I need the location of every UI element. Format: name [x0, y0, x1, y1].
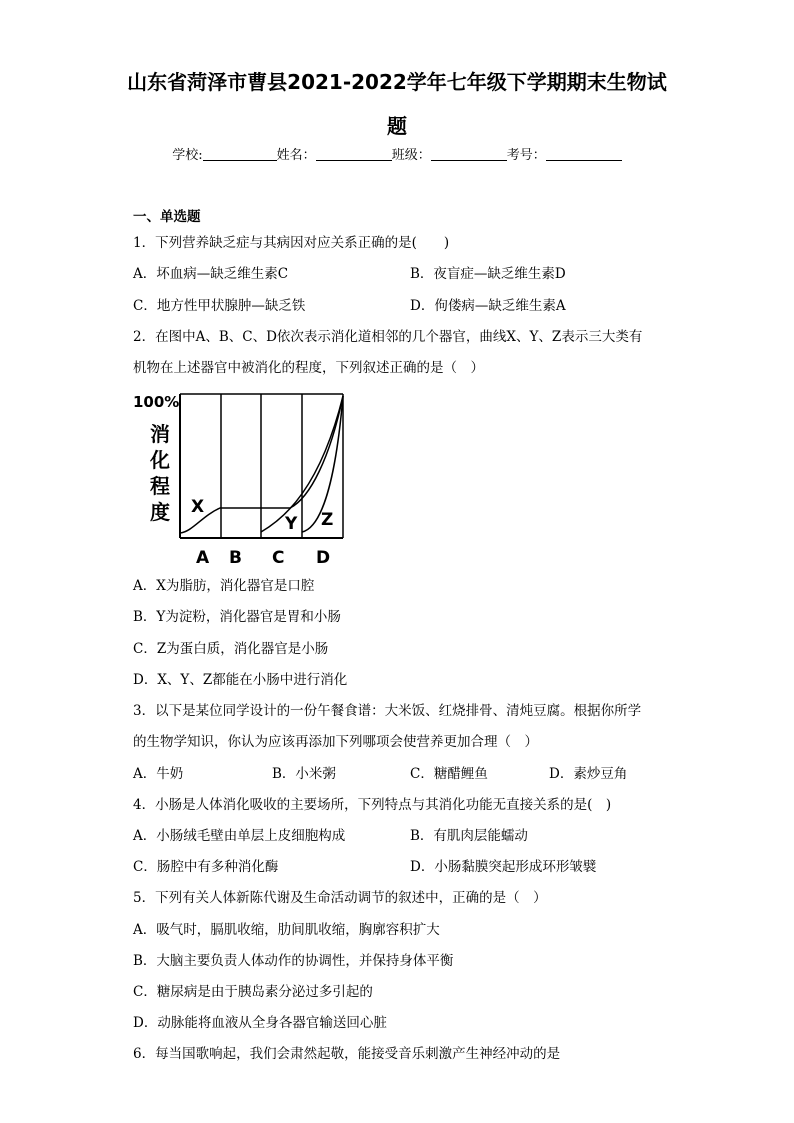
q5-option-a: A．吸气时，膈肌收缩，肋间肌收缩，胸廓容积扩大: [133, 922, 440, 938]
q3-stem-line2: 的生物学知识，你认为应该再添加下列哪项会使营养更加合理（ ）: [133, 734, 538, 750]
q1-option-d: D．佝偻病—缺乏维生素A: [410, 298, 566, 314]
q4-stem: 4．小肠是人体消化吸收的主要场所，下列特点与其消化功能无直接关系的是( ): [133, 797, 612, 813]
organ-label-c: C: [272, 548, 285, 568]
digestion-figure: [130, 388, 350, 570]
q1-option-c: C．地方性甲状腺肿—缺乏铁: [133, 298, 306, 314]
q3-option-d: D．素炒豆角: [549, 766, 628, 782]
organ-label-a: A: [196, 548, 210, 568]
q5-option-b: B．大脑主要负责人体动作的协调性，并保持身体平衡: [133, 953, 454, 969]
page-title-line1: 山东省菏泽市曹县2021-2022学年七年级下学期期末生物试: [127, 70, 667, 94]
curve-label-y: Y: [285, 514, 298, 534]
page-title-line2: 题: [387, 114, 407, 138]
class-label: 班级：: [391, 148, 431, 163]
q4-option-b: B．有肌肉层能蠕动: [410, 828, 528, 844]
q3-stem-line1: 3．以下是某位同学设计的一份午餐食谱：大米饭、红烧排骨、清炖豆腐。根据你所学: [133, 703, 642, 719]
y-label-char-3: 程: [150, 474, 170, 498]
y-label-char-1: 消: [150, 422, 170, 446]
q4-option-a: A．小肠绒毛壁由单层上皮细胞构成: [133, 828, 346, 844]
student-info-row: [0, 144, 794, 163]
q2-stem-line1: 2．在图中A、B、C、D依次表示消化道相邻的几个器官，曲线X、Y、Z表示三大类有: [133, 329, 643, 345]
q4-option-d: D．小肠黏膜突起形成环形皱襞: [410, 859, 597, 875]
section-heading: 一、单选题: [133, 209, 201, 225]
organ-label-d: D: [316, 548, 331, 568]
name-blank: [316, 146, 392, 161]
school-label: 学校:: [172, 148, 203, 163]
q3-option-b: B．小米粥: [272, 766, 336, 782]
organ-label-b: B: [229, 548, 242, 568]
q6-stem: 6．每当国歌响起，我们会肃然起敬，能接受音乐刺激产生神经冲动的是: [133, 1046, 561, 1062]
q3-option-c: C．糖醋鲤鱼: [410, 766, 488, 782]
q1-stem: 1．下列营养缺乏症与其病因对应关系正确的是( ): [133, 235, 450, 251]
exam-no-label: 考号：: [506, 148, 546, 163]
q1-option-a: A．坏血病—缺乏维生素C: [133, 266, 289, 282]
y-label-char-2: 化: [150, 448, 170, 472]
q2-option-b: B．Y为淀粉，消化器官是胃和小肠: [133, 609, 341, 625]
q2-option-c: C．Z为蛋白质，消化器官是小肠: [133, 641, 329, 657]
q5-option-c: C．糖尿病是由于胰岛素分泌过多引起的: [133, 984, 373, 1000]
exam-no-blank: [546, 146, 622, 161]
q1-option-b: B．夜盲症—缺乏维生素D: [410, 266, 566, 282]
q5-option-d: D．动脉能将血液从全身各器官输送回心脏: [133, 1015, 387, 1031]
q2-option-d: D．X、Y、Z都能在小肠中进行消化: [133, 672, 348, 688]
q4-option-c: C．肠腔中有多种消化酶: [133, 859, 279, 875]
q2-option-a: A．X为脂肪，消化器官是口腔: [133, 578, 315, 594]
q3-option-a: A．牛奶: [133, 766, 184, 782]
q2-stem-line2: 机物在上述器官中被消化的程度，下列叙述正确的是（ ）: [133, 360, 484, 376]
curve-label-z: Z: [321, 510, 334, 530]
school-blank: [203, 146, 277, 161]
name-label: 姓名：: [276, 148, 316, 163]
curve-label-x: X: [191, 497, 205, 517]
class-blank: [431, 146, 507, 161]
q5-stem: 5．下列有关人体新陈代谢及生命活动调节的叙述中，正确的是（ ）: [133, 890, 547, 906]
y-top-label: 100%: [133, 393, 180, 411]
y-label-char-4: 度: [150, 500, 170, 524]
